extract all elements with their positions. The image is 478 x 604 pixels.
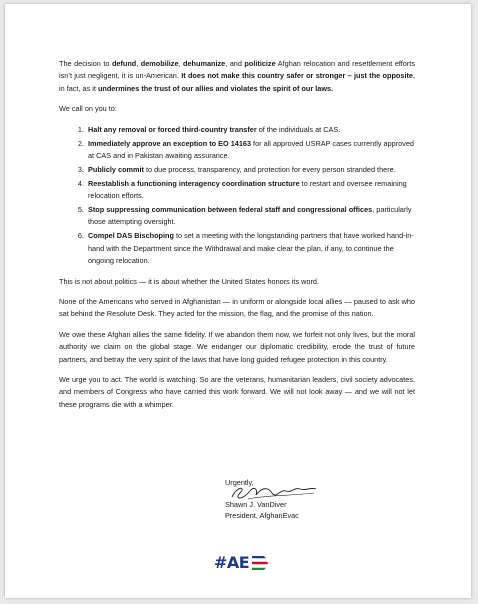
item-text: to restart and oversee remaining relocation efforts.: [88, 178, 407, 201]
item-text: for all approved USRAP cases currently approved at CAS and in Pakistan awaiting assurance.: [88, 138, 414, 160]
item-bold: Halt any removal or forced third-country transfer: [88, 124, 257, 134]
bold-text: dehumanize: [183, 59, 226, 68]
paragraph-politics: This is not about politics — it is about whether the United States honors its word.: [59, 276, 319, 286]
item-text: to set a meeting with the longstanding partners that have worked hand-in-hand with the Department since the Withdrawal and make clear the plan, if any, to continue the ongoing relocation.: [88, 231, 414, 266]
afghanevac-logo: [214, 553, 272, 573]
bold-text: undermines the trust of our allies and violates the spirit of our laws.: [97, 83, 334, 93]
logo-text: #AE: [214, 553, 250, 572]
opening-paragraph: [59, 58, 415, 95]
text: ,: [136, 59, 141, 68]
item-text: , particularly those attempting oversight.: [88, 205, 412, 227]
flag-arrow-icon: [252, 556, 270, 570]
list-item: [86, 204, 415, 229]
signer-title: President, AfghanEvac: [225, 511, 299, 520]
signer-name: Shawn J. VanDiver: [225, 499, 287, 509]
list-item: [86, 178, 415, 203]
item-bold: Stop suppressing communication between federal staff and congressional offices: [88, 205, 373, 215]
item-text: of the individuals at CAS.: [256, 124, 341, 134]
handwritten-signature: [228, 483, 318, 503]
item-bold: Immediately approve an exception to EO 14163: [88, 138, 252, 148]
bold-text: defund: [111, 59, 137, 68]
demands-list: [59, 124, 415, 268]
list-item: [86, 230, 415, 267]
text: , and: [225, 59, 245, 68]
item-bold: Reestablish a functioning interagency coordination structure: [88, 178, 300, 188]
list-item: [86, 164, 415, 176]
text: ,: [178, 59, 184, 68]
intro-line: We call on you to:: [59, 104, 117, 114]
text: , in fact, as it: [59, 71, 415, 93]
text: The decision to: [59, 59, 112, 68]
paragraph-urge: We urge you to act. The world is watching. So are the veterans, humanitarian leaders, civil society advocates, and members of Congress who have carried this work forward. We will not look away — and we will not let these programs die with a whimper.: [59, 375, 415, 409]
bold-text: politicize: [244, 59, 276, 68]
paragraph-americans: None of the Americans who served in Afghanistan — in uniform or alongside local allies — paused to ask who sat behind the Resolute Desk. They acted for the mission, the flag, and the promise of this nation.: [59, 297, 415, 319]
bold-text: demobilize: [140, 59, 179, 68]
list-item: [86, 124, 415, 136]
list-item: [86, 138, 415, 163]
paragraph-fidelity: We owe these Afghan allies the same fidelity. If we abandon them now, we forfeit not only lives, but the moral authority we claim on the global stage. We endanger our diplomatic credibility, erode the trust of future partners, and betray the very spirit of the laws that have long guided refugee protection in this country.: [59, 329, 415, 364]
text: Afghan relocation and resettlement efforts isn’t just negligent, it is un-American.: [59, 59, 415, 81]
item-text: to due process, transparency, and protection for every person stranded there.: [143, 164, 396, 174]
letter-body: [59, 58, 415, 419]
item-bold: Compel DAS Bischoping: [88, 231, 174, 241]
item-bold: Publicly commit: [88, 164, 144, 174]
closing: Urgently,: [225, 478, 254, 487]
bold-text: It does not make this country safer or stronger – just the opposite: [181, 71, 413, 81]
